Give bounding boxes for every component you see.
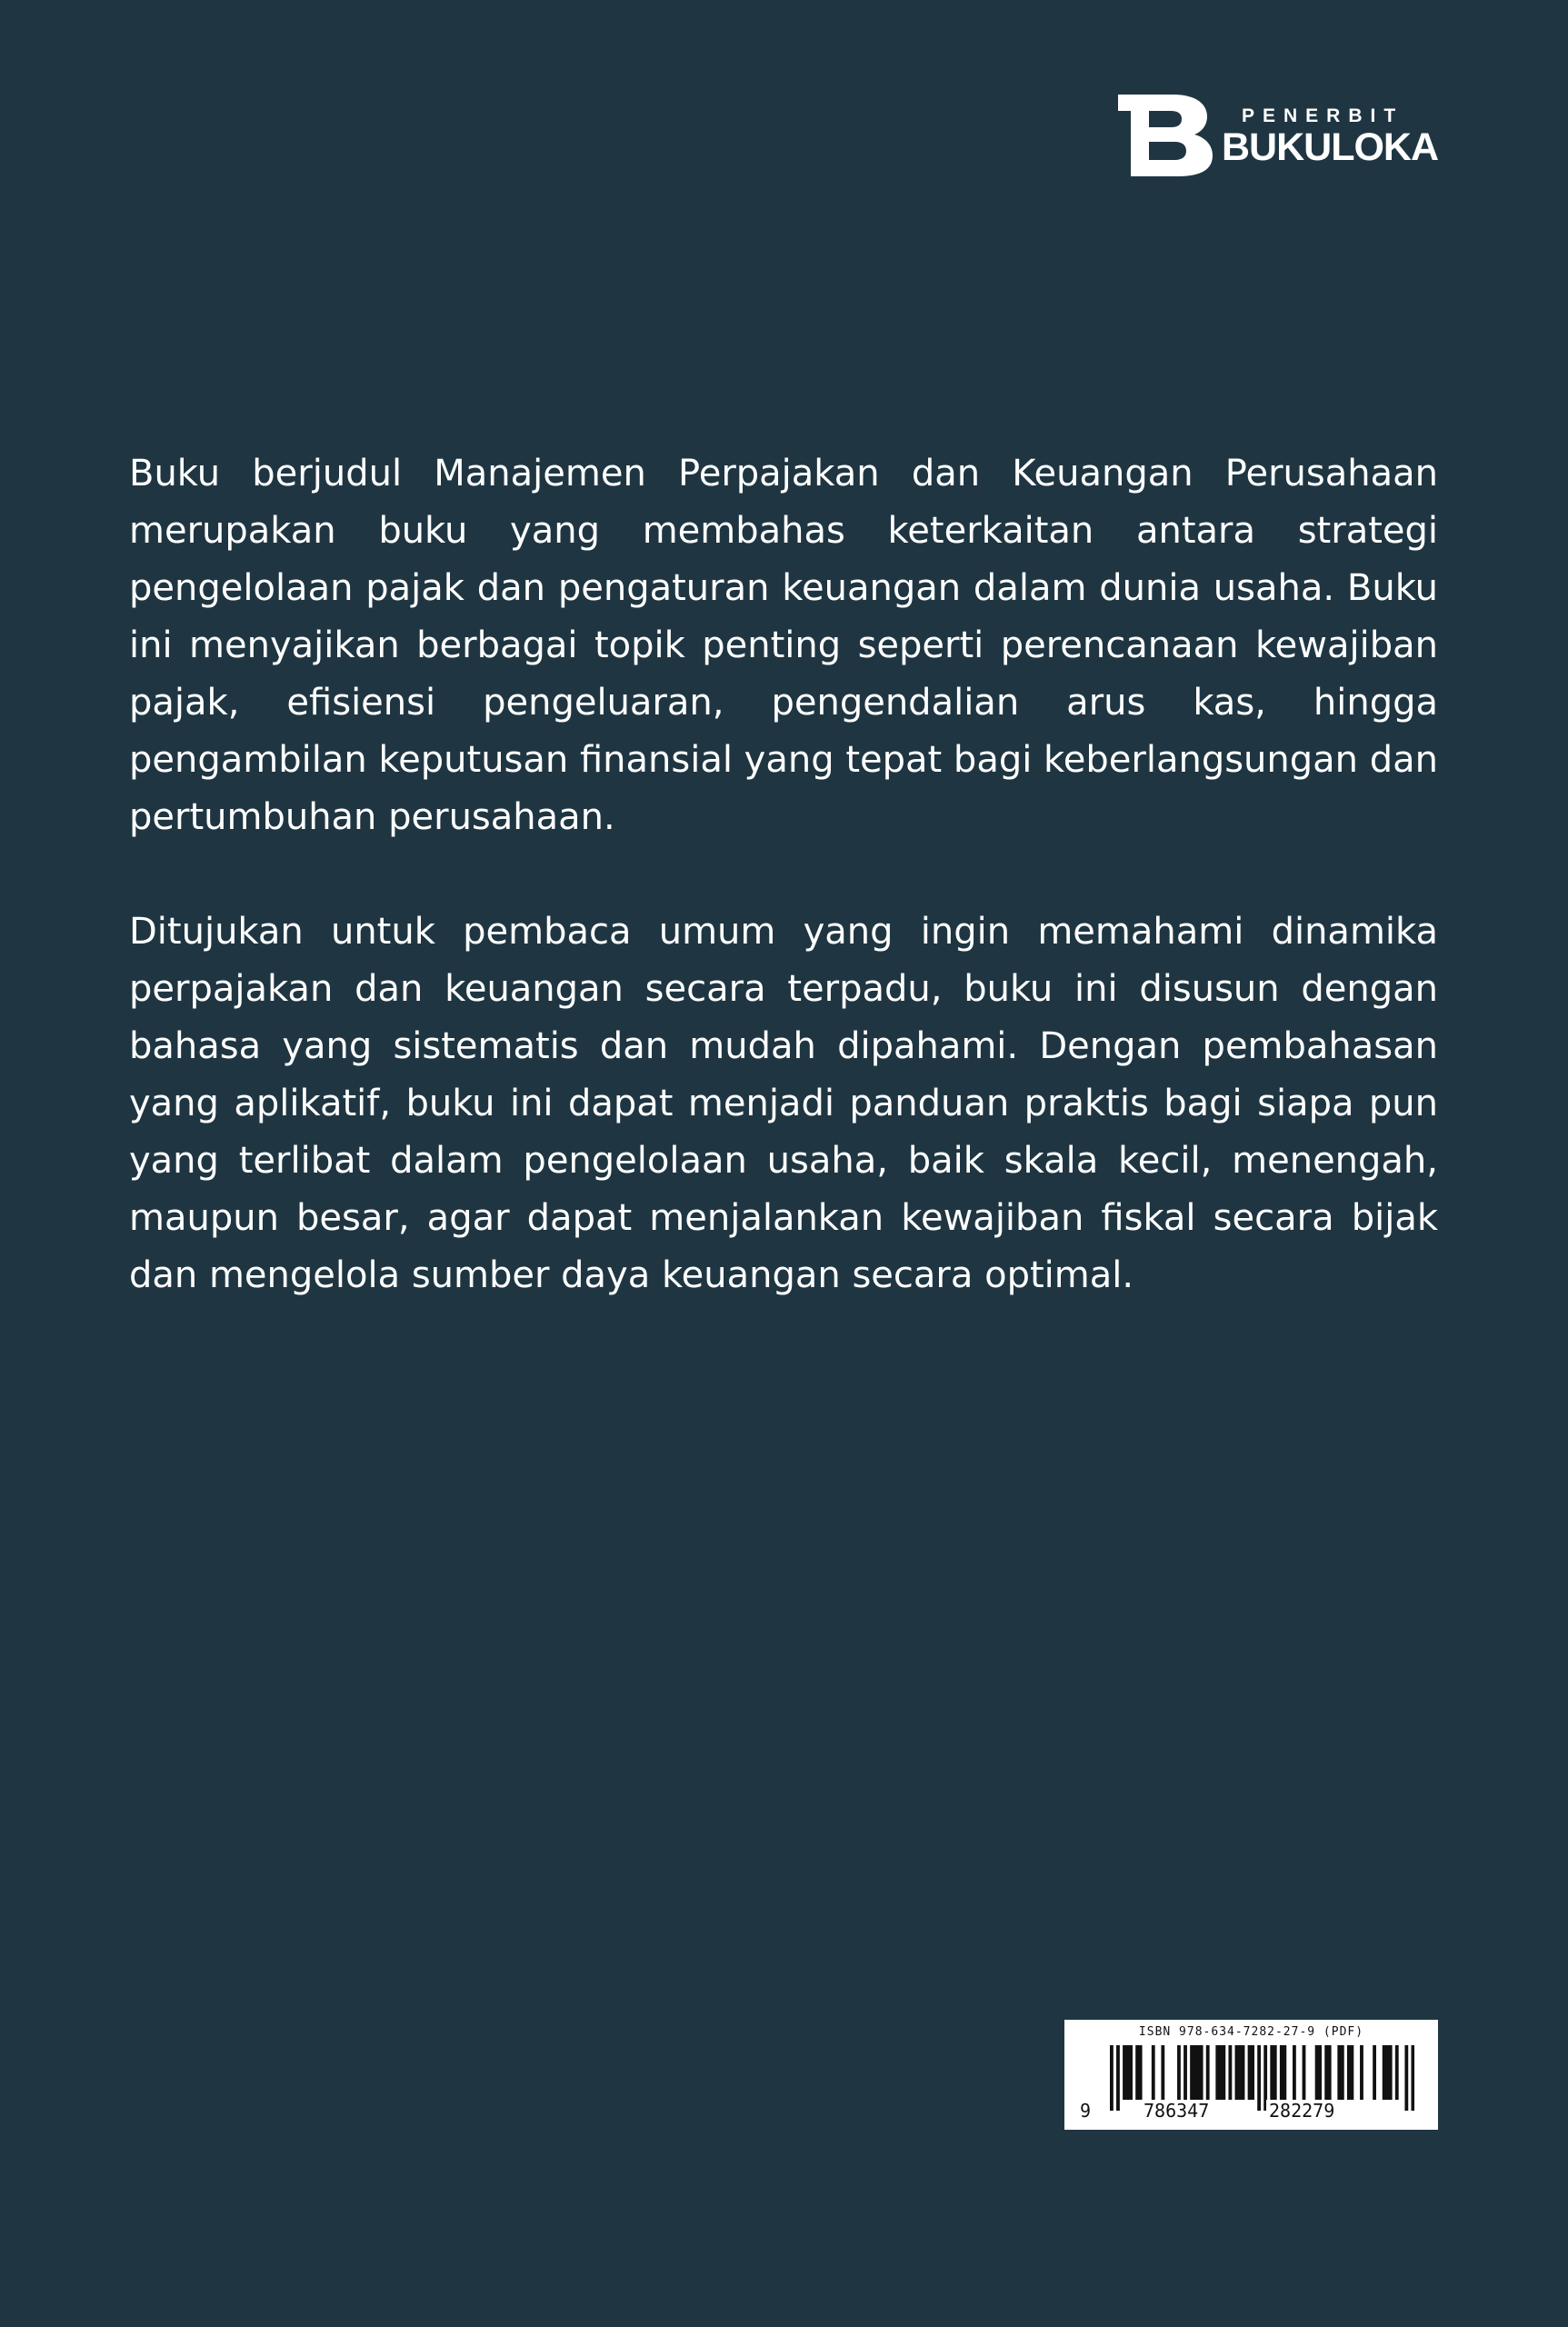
barcode-lead-digit: 9 (1077, 2100, 1094, 2122)
barcode-bar (1110, 2045, 1114, 2111)
barcode-bar (1123, 2045, 1126, 2100)
publisher-name: BUKULOKA (1222, 125, 1439, 169)
barcode-bar (1139, 2045, 1143, 2100)
barcode-bar (1293, 2045, 1296, 2100)
barcode-bar (1350, 2045, 1353, 2100)
barcode-bar (1215, 2045, 1219, 2100)
barcode-bar (1404, 2045, 1408, 2111)
barcode-bar (1273, 2045, 1277, 2100)
barcode-bar (1318, 2045, 1322, 2100)
barcode-bar (1183, 2045, 1187, 2100)
barcode-bar (1360, 2045, 1363, 2100)
barcode-right-digits: 282279 (1266, 2100, 1337, 2122)
isbn-barcode (1064, 2020, 1438, 2130)
barcode-bar (1242, 2045, 1245, 2100)
barcode-bar (1383, 2045, 1386, 2100)
barcode-bar (1337, 2045, 1341, 2100)
isbn-label: ISBN 978-634-7282-27-9 (PDF) (1138, 2025, 1364, 2039)
barcode-bar (1283, 2045, 1286, 2100)
barcode-bar (1190, 2045, 1193, 2100)
barcode-bar (1116, 2045, 1120, 2111)
barcode-bar (1385, 2045, 1389, 2100)
barcode-bar (1257, 2045, 1261, 2111)
barcode-bar (1222, 2045, 1225, 2100)
barcode-bar (1152, 2045, 1155, 2100)
barcode-bar (1135, 2045, 1139, 2100)
bukuloka-b-logo-icon (1118, 95, 1213, 176)
barcode-bar (1228, 2045, 1232, 2100)
barcode-bar (1341, 2045, 1344, 2100)
barcode-bar (1347, 2045, 1351, 2100)
barcode-bar (1238, 2045, 1242, 2100)
barcode-bar (1270, 2045, 1273, 2100)
barcode-bar (1280, 2045, 1283, 2100)
barcode-bar (1303, 2045, 1306, 2100)
barcode-bar (1193, 2045, 1197, 2100)
barcode-bar (1177, 2045, 1181, 2100)
barcode-bar (1248, 2045, 1252, 2100)
barcode-bar (1411, 2045, 1414, 2111)
blurb-paragraph-2: Ditujukan untuk pembaca umum yang ingin memahami dinamika perpajakan dan keuangan secara terpadu, buku ini disusun dengan bahasa yang sistematis dan mudah dipahami. Dengan pembahasan yang aplikatif, buku ini dapat menjadi panduan praktis bagi siapa pun yang terlibat dalam pengelolaan usaha, baik skala kecil, menengah, maupun besar, agar dapat menjalankan kewajiban fiskal secara bijak dan mengelola sumber daya keuangan secara optimal. (129, 911, 1438, 1296)
publisher-logo (1118, 95, 1438, 178)
barcode-bar (1219, 2045, 1223, 2100)
barcode-bar (1161, 2045, 1164, 2100)
barcode-left-digits: 786347 (1141, 2100, 1212, 2122)
blurb-paragraph-1: Buku berjudul Manajemen Perpajakan dan Keuangan Perusahaan merupakan buku yang membahas keterkaitan antara strategi pengelolaan pajak dan pengaturan keuangan dalam dunia usaha. Buku ini menyajikan berbagai topik penting seperti perencanaan kewajiban pajak, efisiensi pengeluaran, pengendalian arus kas, hingga pengambilan keputusan finansial yang tepat bagi keberlangsungan dan pertumbuhan perusahaan. (129, 453, 1438, 838)
barcode-bar (1196, 2045, 1200, 2100)
back-cover-blurb (129, 445, 1438, 1304)
barcode-bar (1315, 2045, 1319, 2100)
barcode-bar (1235, 2045, 1239, 2100)
barcode-bar (1251, 2045, 1254, 2100)
barcode-bar (1206, 2045, 1210, 2100)
barcode-bar (1129, 2045, 1133, 2100)
barcode-bar (1200, 2045, 1203, 2100)
barcode-bar (1395, 2045, 1399, 2100)
barcode-bar (1389, 2045, 1393, 2100)
barcode-bar (1373, 2045, 1376, 2100)
barcode-bar (1328, 2045, 1332, 2100)
barcode-bar (1324, 2045, 1328, 2100)
publisher-label: PENERBIT (1242, 105, 1404, 126)
barcode-bar (1126, 2045, 1130, 2100)
